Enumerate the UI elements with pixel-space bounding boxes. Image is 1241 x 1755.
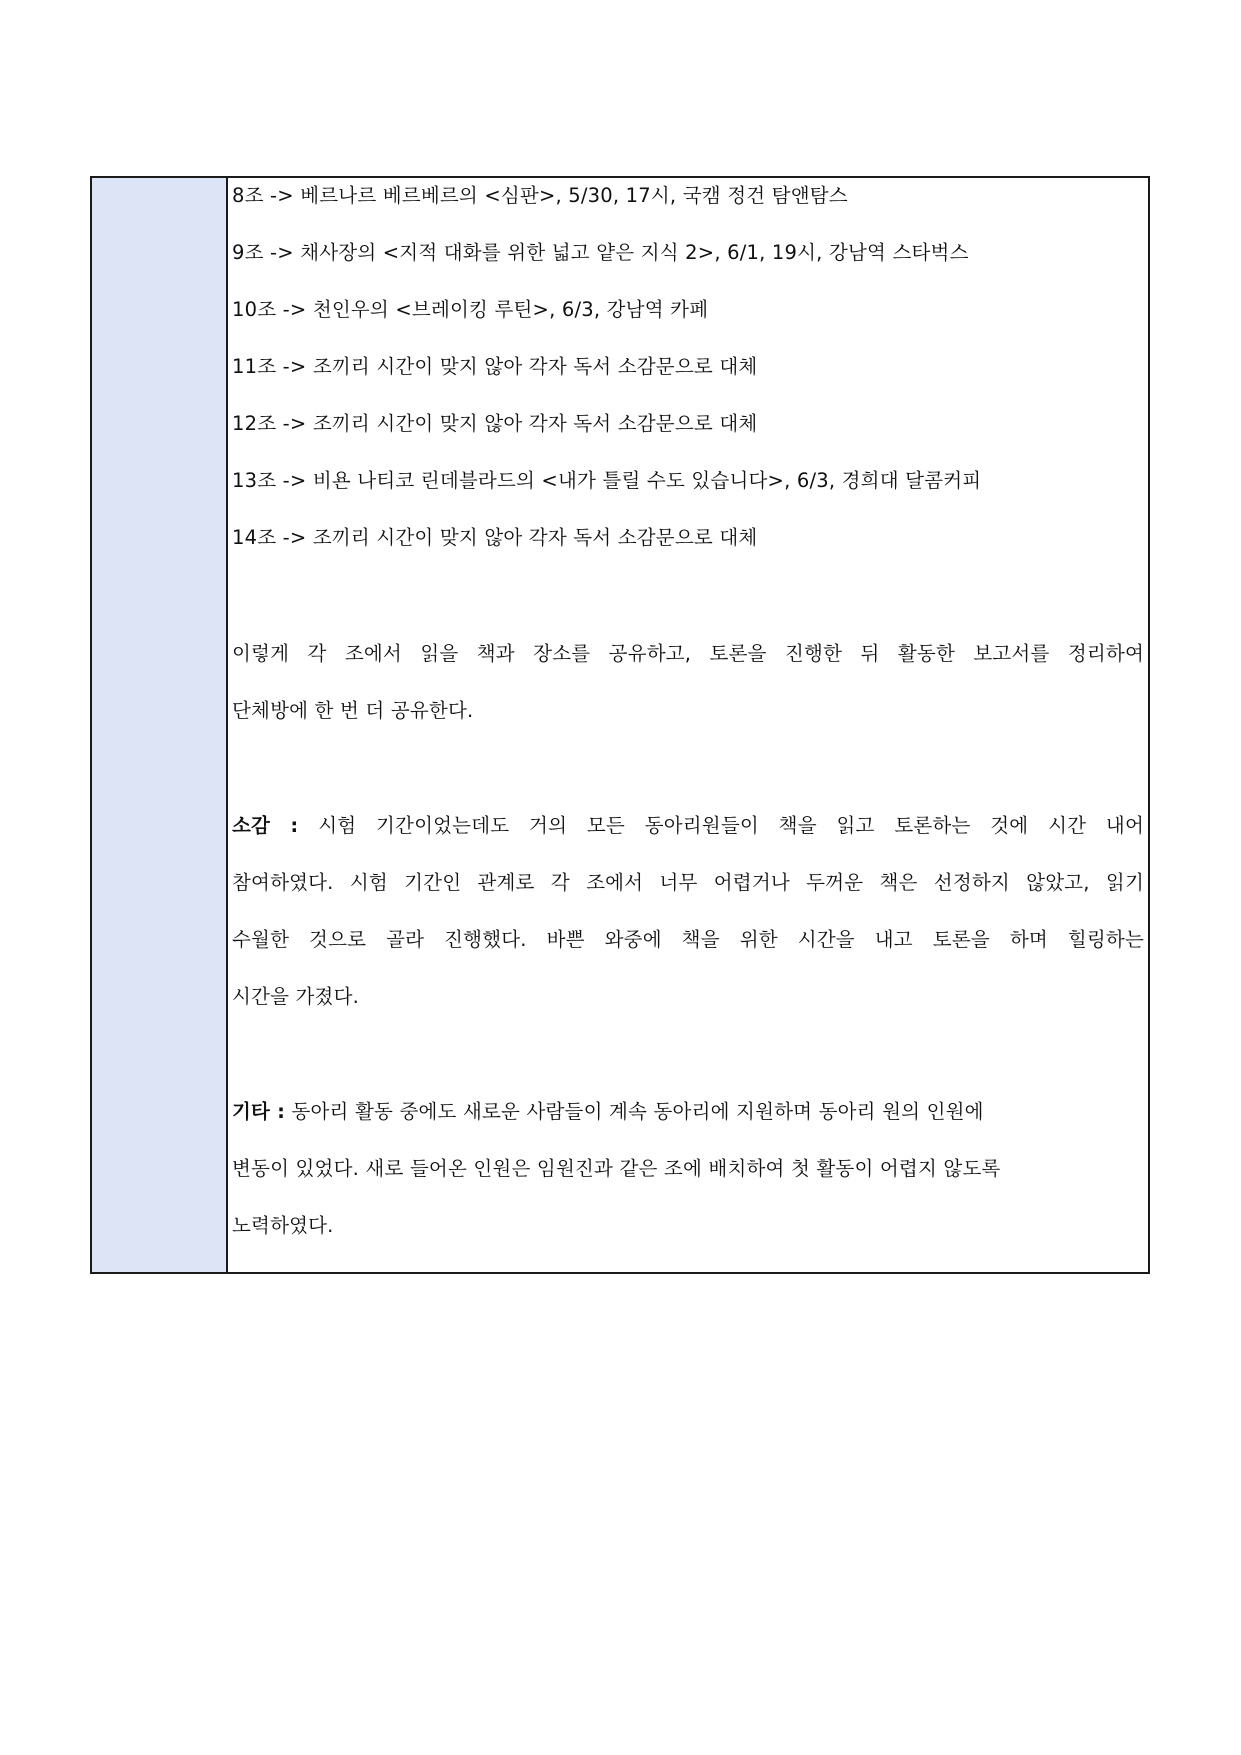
other-line-2: 변동이 있었다. 새로 들어온 인원은 임원진과 같은 조에 배치하여 첫 활동이 어렵지 않도록 [232, 1157, 1001, 1180]
summary-line-1: 이렇게 각 조에서 읽을 책과 장소를 공유하고, 토론을 진행한 뒤 활동한 보고서를 정리하여 [232, 642, 1144, 665]
schedule-line-8: 8조 -> 베르나르 베르베르의 <심판>, 5/30, 17시, 국캠 정건 탐앤탐스 [232, 184, 848, 207]
schedule-line-14: 14조 -> 조끼리 시간이 맞지 않아 각자 독서 소감문으로 대체 [232, 526, 758, 549]
schedule-line-12: 12조 -> 조끼리 시간이 맞지 않아 각자 독서 소감문으로 대체 [232, 412, 758, 435]
other-text-1: 동아리 활동 중에도 새로운 사람들이 계속 동아리에 지원하며 동아리 원의 인원에 [291, 1100, 984, 1123]
impressions-text-1: 시험 기간이었는데도 거의 모든 동아리원들이 책을 읽고 토론하는 것에 시간 내어 [318, 814, 1144, 837]
impressions-line-1 [232, 813, 1144, 839]
other-line-1 [232, 1099, 1144, 1125]
summary-line-2: 단체방에 한 번 더 공유한다. [232, 699, 474, 722]
schedule-line-11: 11조 -> 조끼리 시간이 맞지 않아 각자 독서 소감문으로 대체 [232, 355, 758, 378]
schedule-line-10: 10조 -> 천인우의 <브레이킹 루틴>, 6/3, 강남역 카페 [232, 298, 709, 321]
table-label-cell [92, 178, 228, 1272]
report-table [90, 176, 1150, 1274]
impressions-line-3: 수월한 것으로 골라 진행했다. 바쁜 와중에 책을 위한 시간을 내고 토론을 하며 힐링하는 [232, 928, 1144, 951]
other-label: 기타 : [232, 1100, 286, 1123]
impressions-label: 소감 : [232, 814, 299, 837]
schedule-line-9: 9조 -> 채사장의 <지적 대화를 위한 넓고 얕은 지식 2>, 6/1, 19시, 강남역 스타벅스 [232, 241, 969, 264]
schedule-line-13: 13조 -> 비욘 나티코 린데블라드의 <내가 틀릴 수도 있습니다>, 6/3, 경희대 달콤커피 [232, 469, 982, 492]
impressions-line-4: 시간을 가졌다. [232, 985, 360, 1008]
other-line-3: 노력하였다. [232, 1214, 334, 1237]
table-content-cell [228, 178, 1148, 1272]
impressions-line-2: 참여하였다. 시험 기간인 관계로 각 조에서 너무 어렵거나 두꺼운 책은 선정하지 않았고, 읽기 [232, 871, 1144, 894]
